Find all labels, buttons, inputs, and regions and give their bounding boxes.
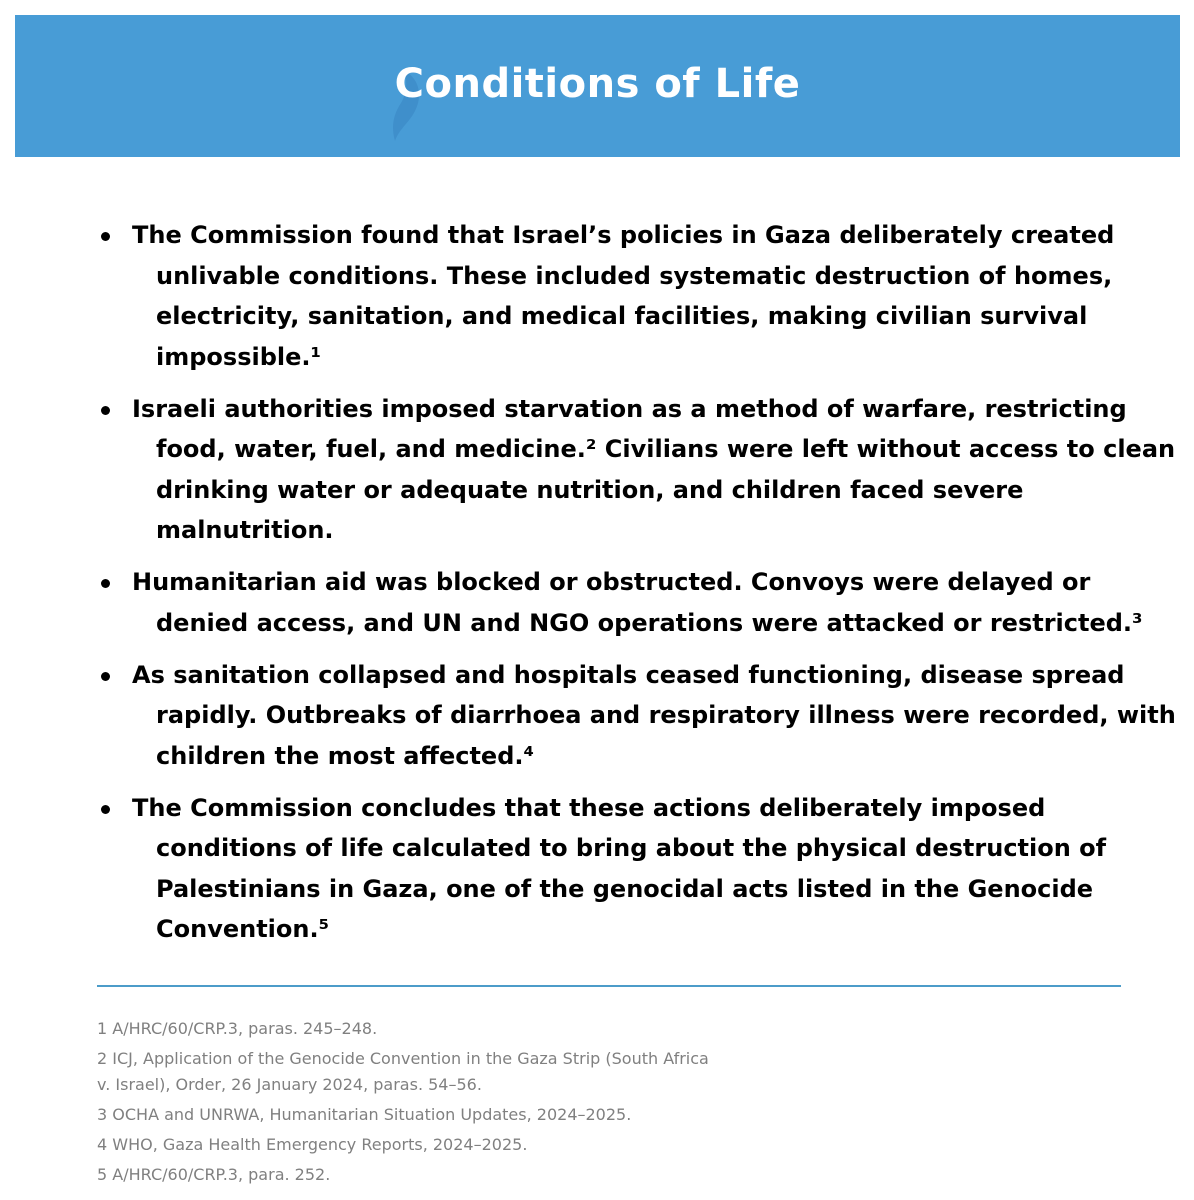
bullet-dot-icon (101, 406, 110, 415)
bullet-list (96, 215, 1186, 961)
bullet-text: Israeli authorities imposed starvation as a method of warfare, restricting food, water, fuel, and medicine.² Civilians were left without access to clean drinking water or adequate nutrition, and children faced severe malnutrition. (132, 394, 1176, 544)
bullet-text: The Commission concludes that these actions deliberately imposed conditions of life calculated to bring about the physical destruction of Palestinians in Gaza, one of the genocidal acts listed in the Genocide Convention.⁵ (132, 793, 1107, 943)
footnotes (97, 1016, 717, 1192)
bullet-text: Humanitarian aid was blocked or obstructed. Convoys were delayed or denied access, and UN and NGO operations were attacked or restricted.³ (132, 568, 1143, 637)
bullet-dot-icon (101, 579, 110, 588)
bullet-dot-icon (101, 672, 110, 681)
bullet-dot-icon (101, 805, 110, 814)
bullet-item-2 (96, 389, 1186, 551)
footnote-1: 1 A/HRC/60/CRP.3, paras. 245–248. (97, 1019, 378, 1038)
bullet-item-3 (96, 562, 1186, 643)
bullet-dot-icon (101, 232, 110, 241)
bullet-item-4 (96, 655, 1186, 777)
footnote-4: 4 WHO, Gaza Health Emergency Reports, 2024–2025. (97, 1134, 528, 1154)
bullet-text: As sanitation collapsed and hospitals ceased functioning, disease spread rapidly. Outbreaks of diarrhoea and respiratory illness were recorded, with children the most affected.⁴ (132, 660, 1176, 770)
footnote-2: 2 ICJ, Application of the Genocide Convention in the Gaza Strip (South Africa v. Israel), Order, 26 January 2024, paras. 54–56. (97, 1049, 709, 1094)
bullet-item-5 (96, 788, 1186, 950)
page-title: Conditions of Life (394, 61, 801, 107)
bullet-text: The Commission found that Israel’s policies in Gaza deliberately created unlivable conditions. These included systematic destruction of homes, electricity, sanitation, and medical facilities, making civilian survival impossible.¹ (132, 221, 1115, 371)
page-header (15, 15, 1180, 157)
section-divider (97, 985, 1121, 987)
footnote-3: 3 OCHA and UNRWA, Humanitarian Situation Updates, 2024–2025. (97, 1104, 632, 1124)
footnote-5: 5 A/HRC/60/CRP.3, para. 252. (97, 1164, 331, 1184)
bullet-item-1 (96, 215, 1186, 377)
